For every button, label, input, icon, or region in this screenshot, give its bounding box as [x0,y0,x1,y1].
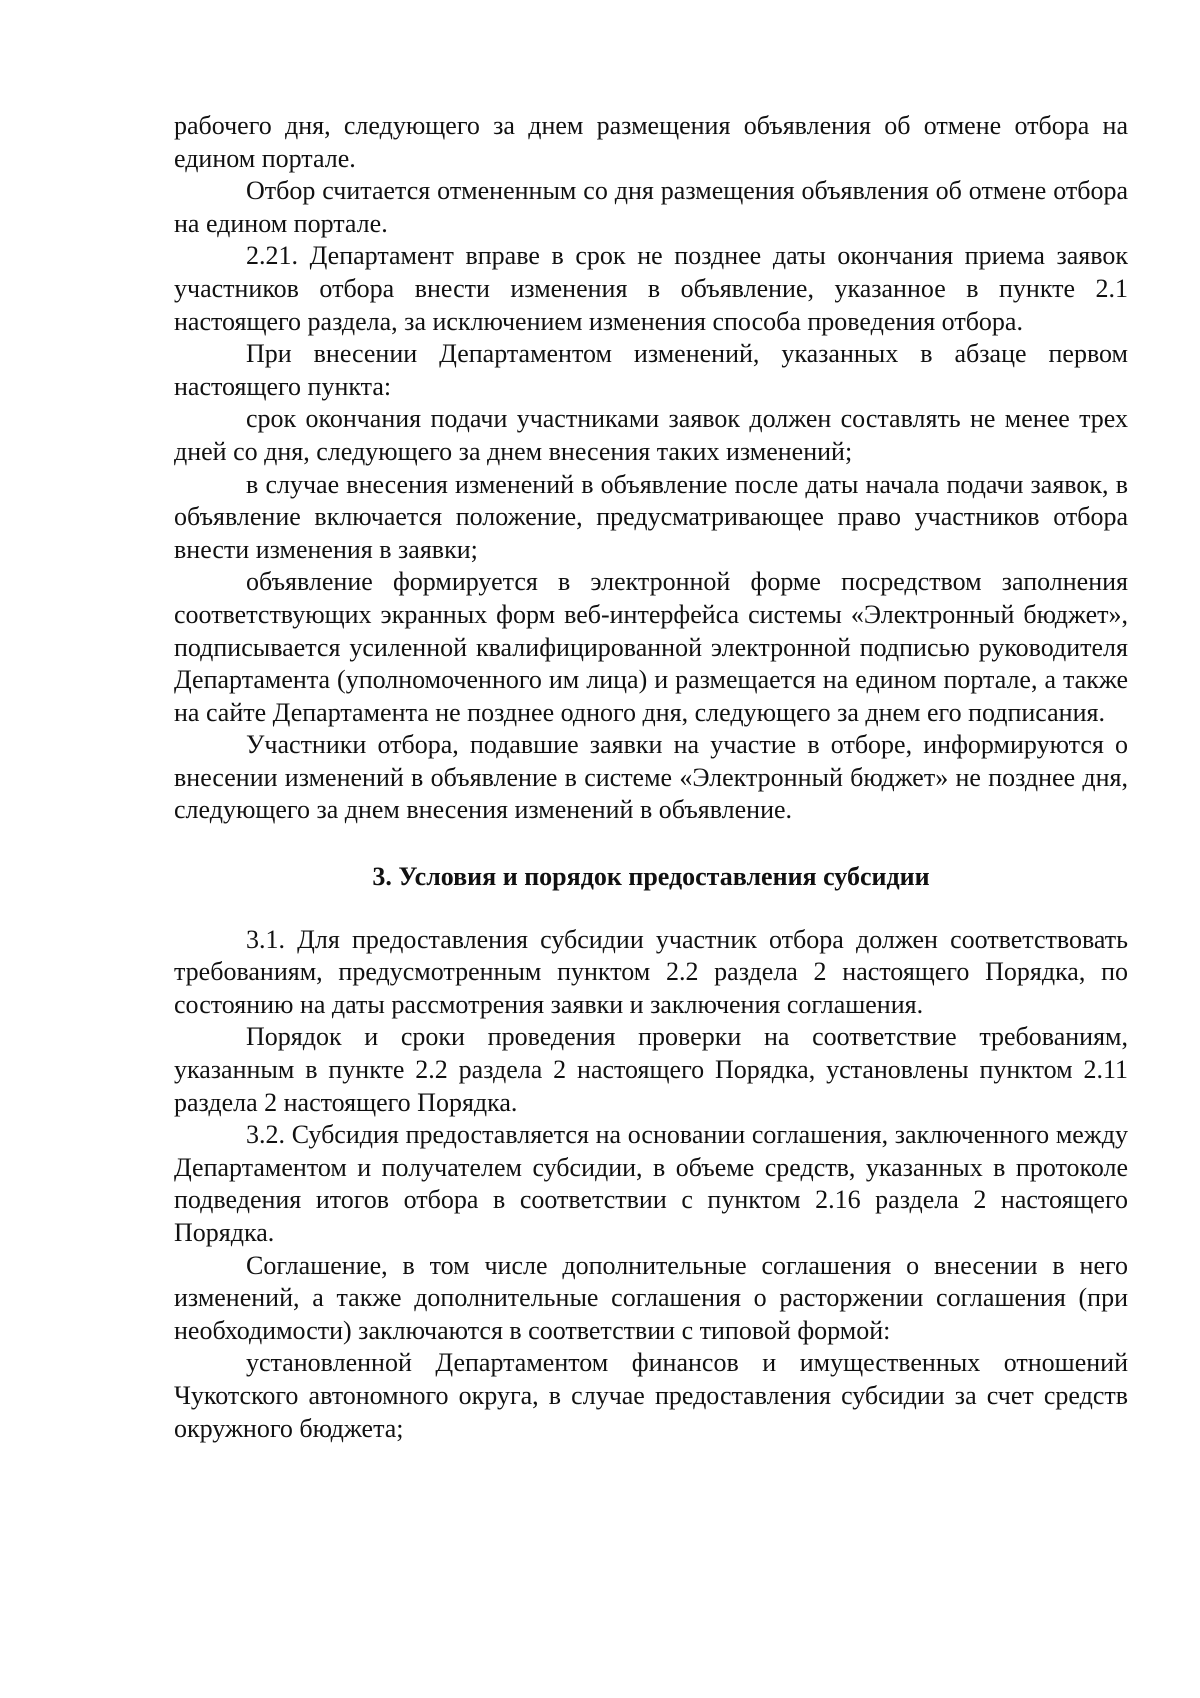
paragraph: При внесении Департаментом изменений, указанных в абзаце первом настоящего пункта: [174,339,1128,401]
paragraph-3-2: 3.2. Субсидия предоставляется на основании соглашения, заключенного между Департаментом и получателем субсидии, в объеме средств, указанных в протоколе подведения итогов отбора в соответствии с пунктом 2.16 раздела 2 настоящего Порядка. [174,1120,1128,1247]
paragraph: объявление формируется в электронной форме посредством заполнения соответствующих экранных форм веб-интерфейса системы «Электронный бюджет», подписывается усиленной квалифицированной электронной подписью руководителя Департамента (уполномоченного им лица) и размещается на едином портале, а также на сайте Департамента не позднее одного дня, следующего за днем его подписания. [174,567,1128,727]
paragraph: установленной Департаментом финансов и имущественных отношений Чукотского автономного округа, в случае предоставления субсидии за счет средств окружного бюджета; [174,1348,1128,1443]
paragraph: Участники отбора, подавшие заявки на участие в отборе, информируются о внесении изменений в объявление в системе «Электронный бюджет» не позднее дня, следующего за днем внесения изменений в объявление. [174,730,1128,825]
paragraph-2-21: 2.21. Департамент вправе в срок не позднее даты окончания приема заявок участников отбора внести изменения в объявление, указанное в пункте 2.1 настоящего раздела, за исключением изменения способа проведения отбора. [174,241,1128,336]
paragraph-3-1: 3.1. Для предоставления субсидии участник отбора должен соответствовать требованиям, предусмотренным пунктом 2.2 раздела 2 настоящего Порядка, по состоянию на даты рассмотрения заявки и заключения соглашения. [174,924,1128,1019]
paragraph: в случае внесения изменений в объявление после даты начала подачи заявок, в объявление включается положение, предусматривающее право участников отбора внести изменения в заявки; [174,469,1128,564]
paragraph: Порядок и сроки проведения проверки на соответствие требованиям, указанным в пункте 2.2 раздела 2 настоящего Порядка, установлены пунктом 2.11 раздела 2 настоящего Порядка. [174,1022,1128,1117]
paragraph-continuation: рабочего дня, следующего за днем размещения объявления об отмене отбора на едином портале. [174,111,1128,173]
document-page [174,110,1128,1445]
paragraph: срок окончания подачи участниками заявок должен составлять не менее трех дней со дня, следующего за днем внесения таких изменений; [174,404,1128,466]
paragraph: Отбор считается отмененным со дня размещения объявления об отмене отбора на едином портале. [174,176,1128,238]
section-heading: 3. Условия и порядок предоставления субсидии [372,862,930,892]
paragraph: Соглашение, в том числе дополнительные соглашения о внесении в него изменений, а также дополнительные соглашения о расторжении соглашения (при необходимости) заключаются в соответствии с типовой формой: [174,1250,1128,1345]
